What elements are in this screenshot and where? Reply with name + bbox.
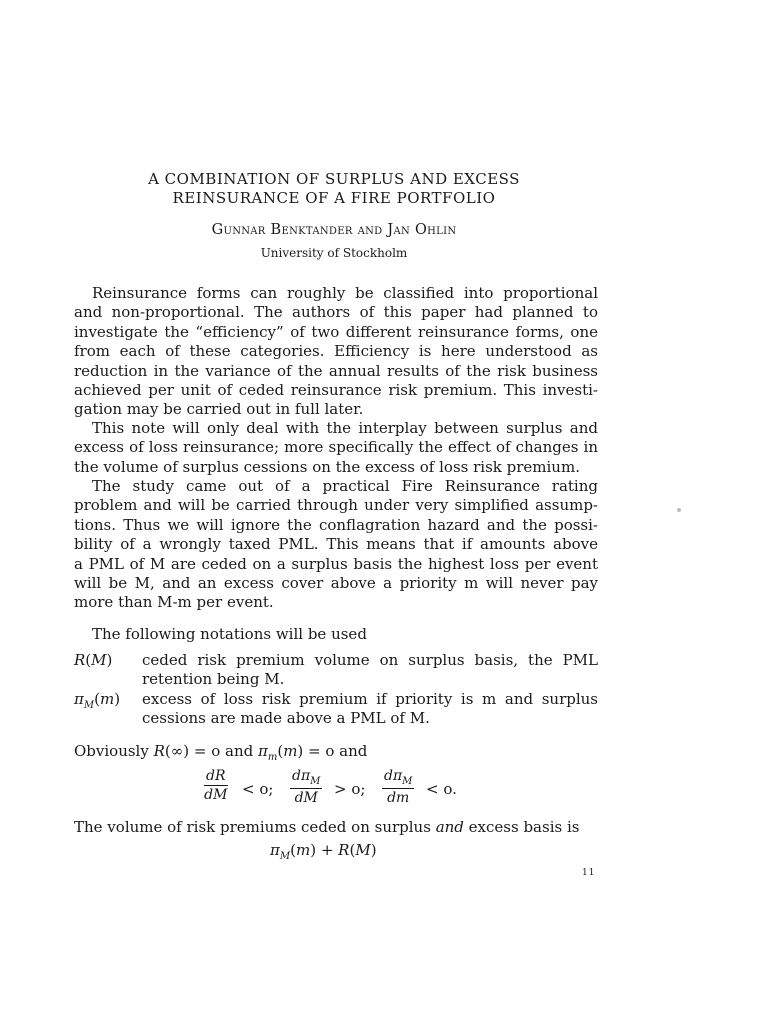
scan-speck (677, 508, 681, 512)
notation-symbol: R(M) (74, 651, 113, 669)
text-line: bility of a wrongly taxed PML. This means that if amounts above (74, 535, 598, 554)
volume-formula: $\pi_M(m) + R(M)$ (270, 841, 377, 862)
text-line: from each of these categories. Efficiency is here understood as (74, 342, 598, 361)
text-line: the volume of surplus cessions on the excess of loss risk premium. (74, 457, 580, 476)
relation-2: > o; (334, 780, 366, 798)
text-line: will be M, and an excess cover above a priority m will never pay (74, 574, 598, 593)
fraction-denominator: dm (387, 789, 410, 806)
text-line: a PML of M are ceded on a surplus basis the highest loss per event (74, 554, 598, 573)
text-line: reduction in the variance of the annual results of the risk business (74, 361, 598, 380)
notation-description (142, 651, 598, 690)
text-line: gation may be carried out in full later. (74, 400, 364, 419)
fraction-denominator: dM (294, 789, 318, 806)
authors: Gunnar Benktander and Jan Ohlin (211, 222, 457, 238)
notation-description (142, 690, 598, 729)
fraction-denominator: dM (204, 787, 228, 803)
text-line: problem and will be carried through under very simplified assump- (74, 496, 598, 515)
fraction-numerator: $d\pi_M$ (384, 768, 413, 787)
affiliation: University of Stockholm (260, 246, 408, 260)
paragraph-1 (74, 284, 598, 420)
obviously-line: Obviously R(∞) = o and $\pi_m(m) = o$ and (74, 742, 368, 763)
fraction-numerator: $d\pi_M$ (292, 768, 321, 787)
notation-line: cessions are made above a PML of M. (142, 709, 430, 728)
paragraph-2 (74, 419, 598, 477)
notation-line: excess of loss risk premium if priority is m and surplus (142, 690, 598, 708)
text-line: and non-proportional. The authors of this paper had planned to (74, 303, 598, 322)
relation-1: < o; (242, 780, 274, 798)
fraction-dpiM-dm (382, 768, 414, 806)
notation-symbol: $\pi_M(m)$ (74, 690, 121, 711)
notation-line: retention being M. (142, 670, 285, 689)
text-line: The study came out of a practical Fire Reinsurance rating (92, 477, 598, 495)
notation-line: ceded risk premium volume on surplus basis, the PML (142, 651, 598, 669)
text-line: tions. Thus we will ignore the conflagration hazard and the possi- (74, 515, 598, 534)
relation-3: < o. (426, 780, 457, 798)
page-number: 11 (582, 868, 596, 878)
notations-intro: The following notations will be used (92, 625, 367, 643)
title-line-2: REINSURANCE OF A FIRE PORTFOLIO (172, 189, 496, 207)
text-line: excess of loss reinsurance; more specifically the effect of changes in (74, 438, 598, 457)
paragraph-3 (74, 477, 598, 613)
fraction-dR-dM (204, 768, 228, 803)
text-line: This note will only deal with the interplay between surplus and (92, 419, 598, 437)
fraction-numerator: dR (206, 768, 226, 784)
text-line: investigate the “efficiency” of two different reinsurance forms, one (74, 322, 598, 341)
text-line: achieved per unit of ceded reinsurance risk premium. This investi- (74, 381, 598, 400)
volume-sentence: The volume of risk premiums ceded on surplus and excess basis is (74, 818, 580, 836)
text-line: more than M-m per event. (74, 593, 274, 612)
title-line-1: A COMBINATION OF SURPLUS AND EXCESS (148, 170, 520, 188)
text-line: Reinsurance forms can roughly be classified into proportional (92, 284, 598, 302)
fraction-dpiM-dM (290, 768, 322, 806)
